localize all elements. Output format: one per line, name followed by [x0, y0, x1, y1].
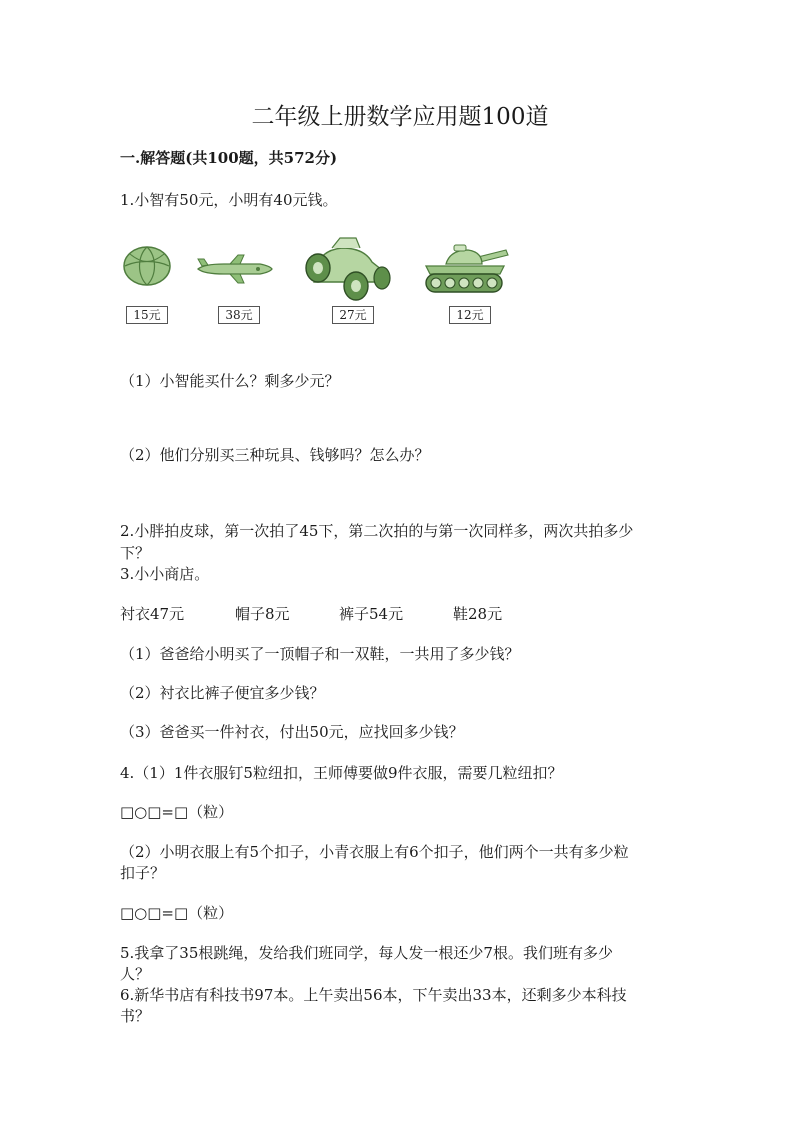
- question-3-sub-2: （2）衬衣比裤子便宜多少钱？: [120, 684, 325, 702]
- question-3-text: 3.小小商店。: [120, 565, 210, 583]
- ball-icon: [122, 244, 172, 288]
- question-4-sub-2-line-1: （2）小明衣服上有5个扣子，小青衣服上有6个扣子，他们两个一共有多少粒: [120, 843, 629, 861]
- airplane-icon: [194, 254, 274, 284]
- tank-icon: [420, 244, 512, 296]
- question-2-line-1: 2.小胖拍皮球，第一次拍了45下，第二次拍的与第一次同样多，两次共拍多少: [120, 522, 634, 540]
- question-3-sub-3: （3）爸爸买一件衬衣，付出50元，应找回多少钱？: [120, 723, 464, 741]
- section-heading: 一.解答题(共100题，共572分): [120, 149, 338, 167]
- question-6-line-1: 6.新华书店有科技书97本。上午卖出56本，下午卖出33本，还剩多少本科技: [120, 986, 627, 1004]
- question-4-formula-1: □○□=□（粒）: [120, 803, 234, 821]
- toy-price-row: [118, 232, 518, 332]
- question-4-sub-2-line-2: 扣子？: [120, 864, 166, 882]
- goods-item: 衬衣47元: [120, 605, 185, 623]
- question-3-sub-1: （1）爸爸给小明买了一顶帽子和一双鞋，一共用了多少钱？: [120, 645, 520, 663]
- goods-item: 裤子54元: [339, 605, 404, 623]
- question-4-formula-2: □○□=□（粒）: [120, 904, 234, 922]
- toy-car-icon: [302, 236, 392, 302]
- question-4-sub-1: 4.（1）1件衣服钉5粒纽扣，王师傅要做9件衣服，需要几粒纽扣？: [120, 764, 563, 782]
- price-tag: 12元: [449, 306, 491, 324]
- question-5-line-1: 5.我拿了35根跳绳，发给我们班同学，每人发一根还少7根。我们班有多少: [120, 944, 613, 962]
- question-1-sub-2: （2）他们分别买三种玩具、钱够吗？怎么办？: [120, 446, 430, 464]
- price-tag: 15元: [126, 306, 168, 324]
- question-6-line-2: 书？: [120, 1007, 151, 1025]
- page-title: 二年级上册数学应用题100道: [251, 104, 549, 130]
- price-tag: 27元: [332, 306, 374, 324]
- goods-price-list: [120, 603, 502, 624]
- goods-item: 帽子8元: [235, 605, 290, 623]
- question-5-line-2: 人？: [120, 965, 151, 983]
- question-2-line-2: 下？: [120, 544, 151, 562]
- question-1-sub-1: （1）小智能买什么？剩多少元？: [120, 372, 340, 390]
- price-tag: 38元: [218, 306, 260, 324]
- goods-item: 鞋28元: [453, 605, 503, 623]
- question-1-text: 1.小智有50元，小明有40元钱。: [120, 191, 338, 209]
